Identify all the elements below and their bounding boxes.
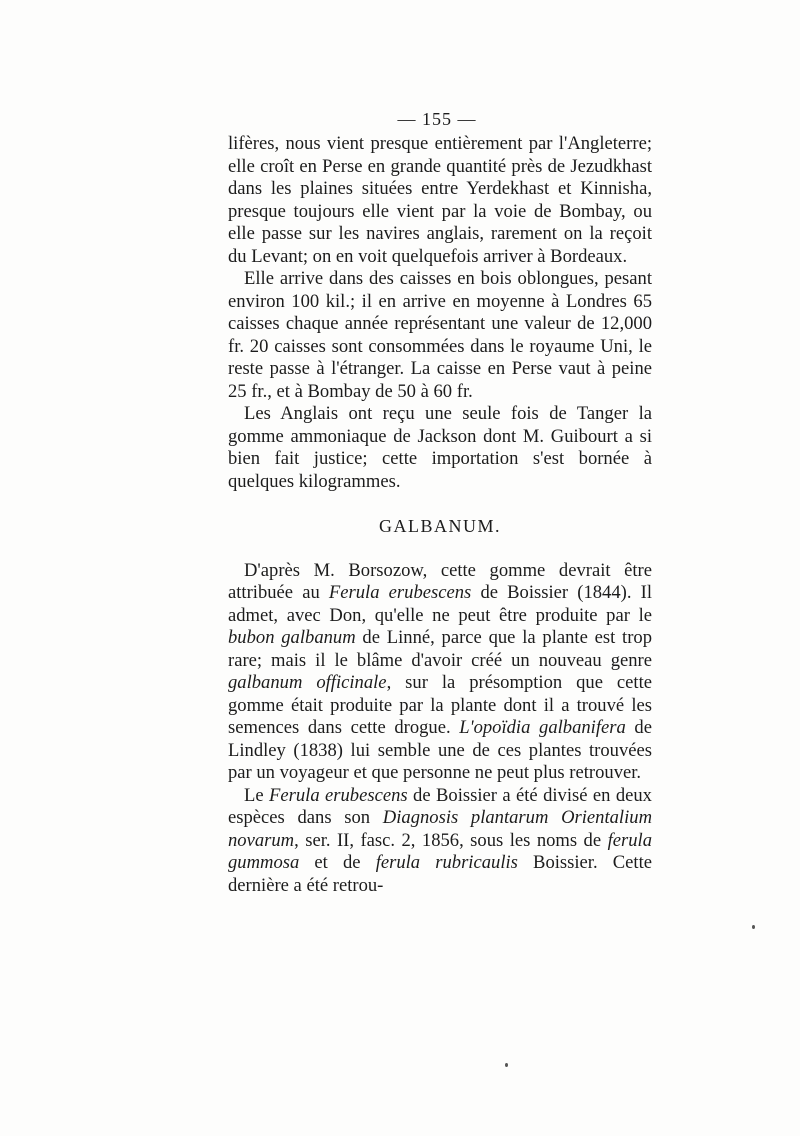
text-run: de Lindley (1838) lui semble une de ces plantes trouvées par un voyageur et que personne ne peut plus retrouver. — [228, 717, 652, 783]
paper-speck — [752, 925, 755, 929]
species-name: Ferula erubescens — [328, 582, 472, 603]
paragraph-2: Elle arrive dans des caisses en bois oblongues, pesant environ 100 kil.; il en arrive en moyenne à Londres 65 caisses chaque année représentant une valeur de 12,000 fr. 20 caisses sont consommées dans le royaume Uni, le reste passe à l'étranger. La caisse en Perse vaut à peine 25 fr., et à Bombay de 50 à 60 fr. — [228, 268, 652, 402]
galbanum-paragraph-2 — [228, 785, 652, 898]
species-name: L'opoïdia galbanifera — [459, 717, 626, 738]
paragraph-3: Les Anglais ont reçu une seule fois de Tanger la gomme ammoniaque de Jackson dont M. Guibourt a si bien fait justice; cette importation s'est bornée à quelques kilogrammes. — [228, 403, 652, 492]
species-name: ferula gummosa — [228, 829, 652, 873]
text-run: , sur la présomption que cette gomme était produite par la plante dont il a trouvé les semences dans cette drogue. — [228, 672, 653, 738]
text-run: et de — [299, 852, 376, 873]
paragraph-1: lifères, nous vient presque entièrement par l'Angleterre; elle croît en Perse en grande quantité près de Jezudkhast dans les plaines situées entre Yerdekhast et Kinnisha, presque toujours elle vient par la voie de Bombay, ou elle passe sur les navires anglais, rarement on la reçoit du Levant; on en voit quelquefois arriver à Bordeaux. — [228, 133, 652, 267]
body-text — [228, 133, 652, 897]
species-name: Ferula erubescens — [269, 784, 408, 806]
section-heading: GALBANUM. — [378, 516, 501, 536]
text-run: , ser. II, fasc. 2, 1856, sous les noms de — [294, 829, 608, 851]
paper-speck — [505, 1063, 508, 1067]
species-name: galbanum officinale — [228, 672, 387, 693]
book-title: Diagnosis plantarum Orientalium novarum — [228, 807, 652, 851]
text-run: Boissier. Cette dernière a été retrou- — [228, 852, 653, 896]
text-run: de Boissier a été divisé en deux espèces dans son — [228, 784, 652, 828]
species-name: bubon galbanum — [228, 627, 356, 648]
page-number: — 155 — — [397, 109, 477, 129]
species-name: ferula rubricaulis — [375, 852, 518, 873]
galbanum-paragraph-1 — [228, 560, 652, 785]
text-run: de Boissier (1844). Il admet, avec Don, qu'elle ne peut être produite par le — [228, 582, 652, 626]
text-run: Le — [244, 784, 270, 806]
text-run: D'après M. Borsozow, cette gomme devrait être attribuée au — [228, 559, 652, 603]
text-run: de Linné, parce que la plante est trop rare; mais il le blâme d'avoir créé un nouveau genre — [228, 627, 652, 671]
